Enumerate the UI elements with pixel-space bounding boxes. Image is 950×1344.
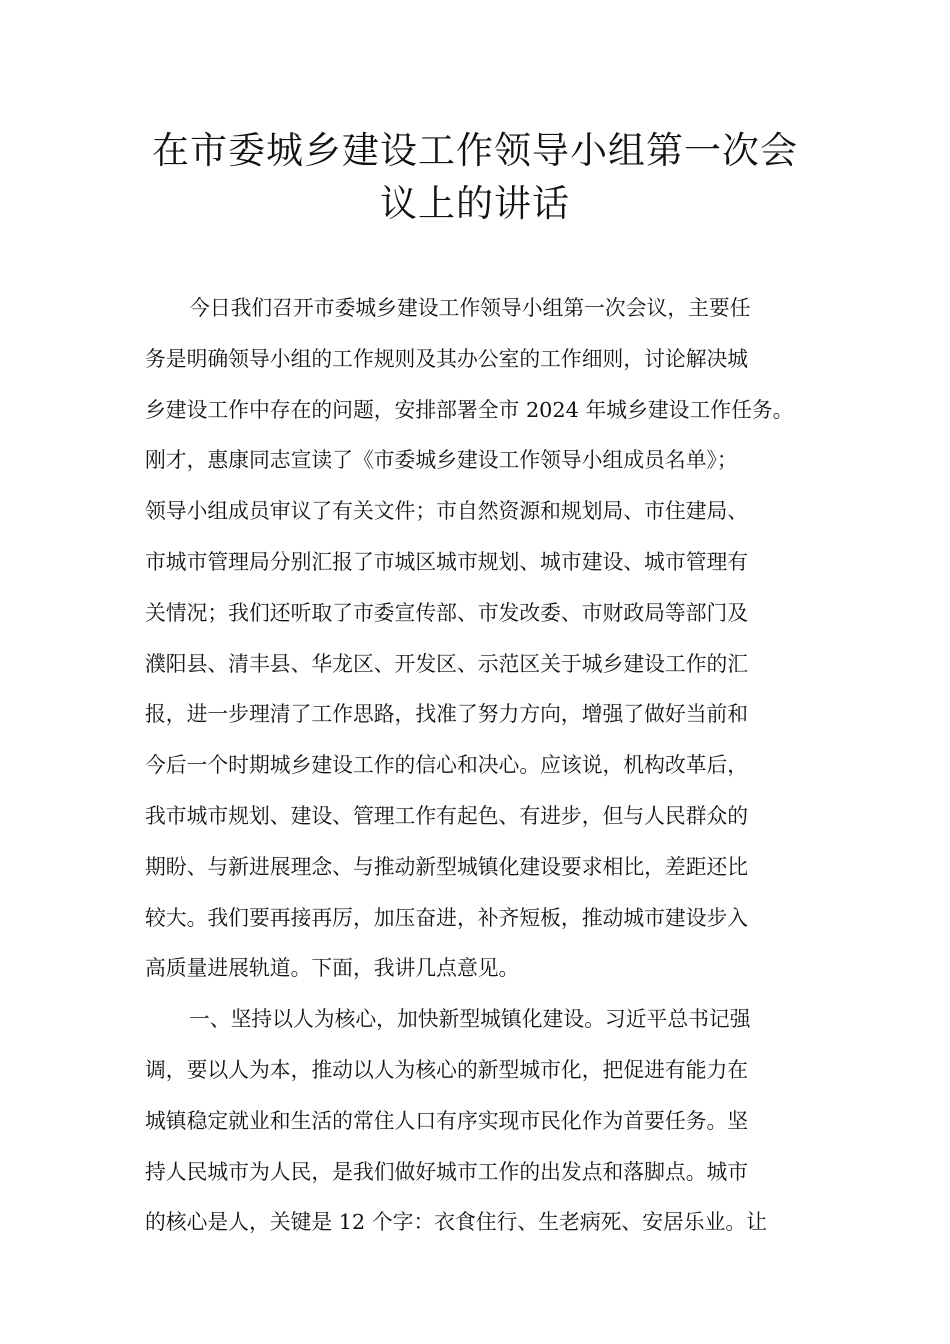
title-line: 议上的讲话 bbox=[380, 182, 570, 225]
body-line: 领导小组成员审议了有关文件；市自然资源和规划局、市住建局、 bbox=[145, 499, 749, 524]
title-line: 在市委城乡建设工作领导小组第一次会 bbox=[152, 129, 798, 172]
body-line: 务是明确领导小组的工作规则及其办公室的工作细则，讨论解决城 bbox=[145, 346, 749, 371]
body-line: 较大。我们要再接再厉，加压奋进，补齐短板，推动城市建设步入 bbox=[145, 905, 749, 930]
document-title bbox=[140, 124, 810, 230]
body-line: 报，进一步理清了工作思路，找准了努力方向，增强了做好当前和 bbox=[145, 702, 749, 727]
body-line: 乡建设工作中存在的问题，安排部署全市 2024 年城乡建设工作任务。 bbox=[145, 397, 794, 422]
body-line: 期盼、与新进展理念、与推动新型城镇化建设要求相比，差距还比 bbox=[145, 854, 749, 879]
paragraph-first-line: 一、坚持以人为核心，加快新型城镇化建设。习近平总书记强 bbox=[189, 1007, 751, 1032]
body-line: 的核心是人，关键是 12 个字：衣食住行、生老病死、安居乐业。让 bbox=[145, 1210, 767, 1235]
body-line: 濮阳县、清丰县、华龙区、开发区、示范区关于城乡建设工作的汇 bbox=[145, 651, 749, 676]
body-line: 关情况；我们还听取了市委宣传部、市发改委、市财政局等部门及 bbox=[145, 600, 749, 625]
body-line: 持人民城市为人民，是我们做好城市工作的出发点和落脚点。城市 bbox=[145, 1159, 749, 1184]
body-line: 我市城市规划、建设、管理工作有起色、有进步，但与人民群众的 bbox=[145, 803, 749, 828]
body-line: 今后一个时期城乡建设工作的信心和决心。应该说，机构改革后， bbox=[145, 753, 749, 778]
body-line: 刚才，惠康同志宣读了《市委城乡建设工作领导小组成员名单》； bbox=[145, 448, 738, 473]
body-line: 调，要以人为本，推动以人为核心的新型城市化，把促进有能力在 bbox=[145, 1057, 749, 1082]
body-line: 高质量进展轨道。下面，我讲几点意见。 bbox=[145, 956, 520, 981]
body-line: 市城市管理局分别汇报了市城区城市规划、城市建设、城市管理有 bbox=[145, 549, 749, 574]
document-body bbox=[145, 283, 809, 1248]
body-line: 城镇稳定就业和生活的常住人口有序实现市民化作为首要任务。坚 bbox=[145, 1108, 749, 1133]
paragraph-first-line: 今日我们召开市委城乡建设工作领导小组第一次会议，主要任 bbox=[189, 296, 751, 320]
